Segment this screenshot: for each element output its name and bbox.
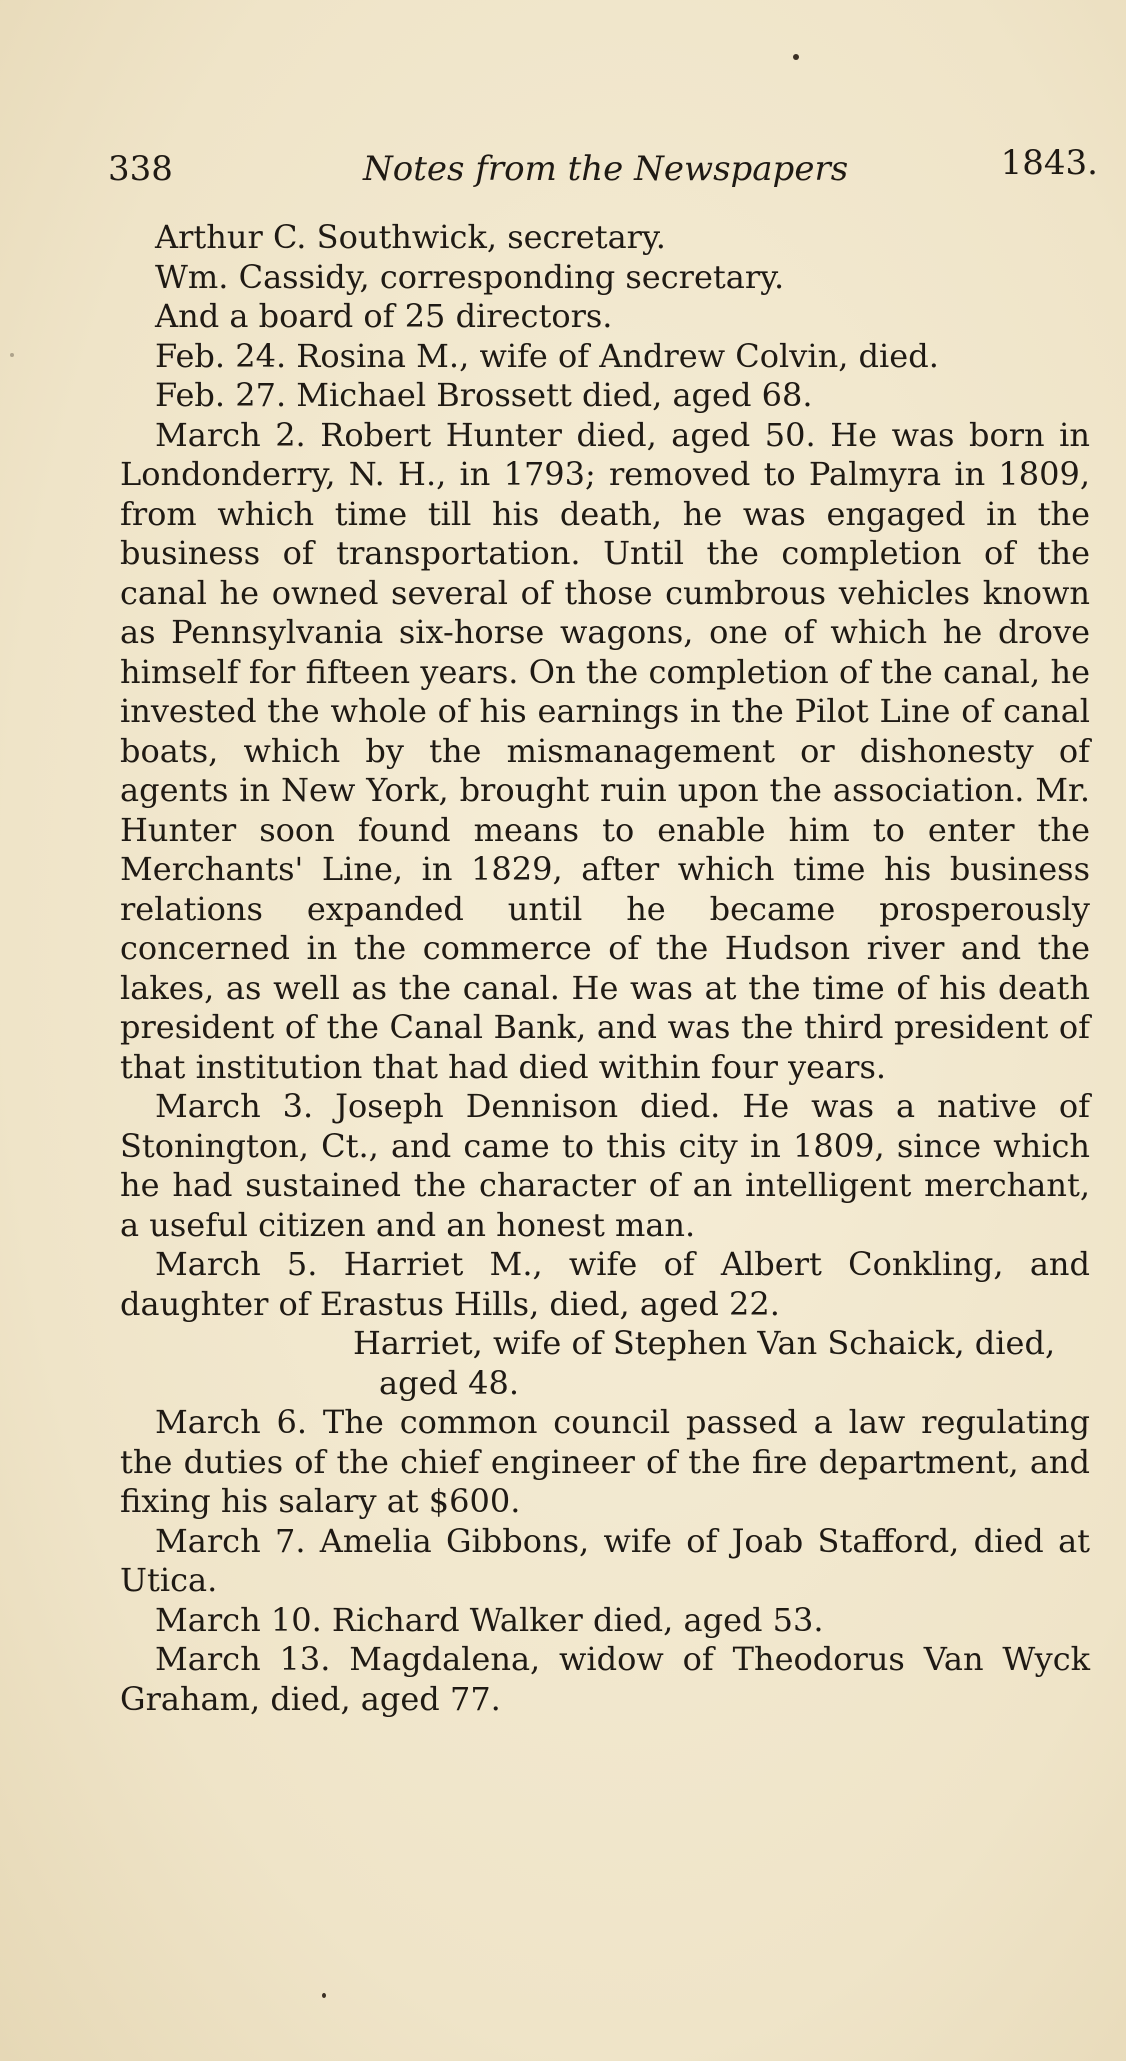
running-title: Notes from the Newspapers [363, 149, 849, 189]
page-body [120, 218, 1090, 1719]
entry-march-2: March 2. Robert Hunter died, aged 50. He was born in Londonderry, N. H., in 1793; removed to Palmyra in 1809, from which time till his death, he was engaged in the business of transportation. Until the completion of the canal he owned several of those cumbrous vehicles known as Pennsylvania six-horse wagons, one of which he drove himself for fifteen years. On the completion of the canal, he invested the whole of his earnings in the Pilot Line of canal boats, which by the mismanagement or dishonesty of agents in New York, brought ruin upon the association. Mr. Hunter soon found means to enable him to enter the Merchants' Line, in 1829, after which time his business relations expanded until he became prosperously concerned in the commerce of the Hudson river and the lakes, as well as the canal. He was at the time of his death president of the Canal Bank, and was the third president of that institution that had died within four years. [120, 415, 1090, 1086]
page-number: 338 [108, 149, 173, 189]
header-year: 1843. [1000, 143, 1098, 183]
entry-march-6: March 6. The common council passed a law regulating the duties of the chief engineer of the fire department, and fixing his salary at $600. [120, 1403, 1090, 1520]
entry-march-10: March 10. Richard Walker died, aged 53. [155, 1600, 824, 1639]
ink-speck [793, 54, 799, 60]
entry-secretary: Arthur C. Southwick, secretary. [155, 218, 666, 256]
entry-march-13: March 13. Magdalena, widow of Theodorus Van Wyck Graham, died, aged 77. [120, 1640, 1090, 1718]
ink-speck [322, 1993, 326, 1998]
entry-feb-24: Feb. 24. Rosina M., wife of Andrew Colvin, died. [155, 336, 939, 375]
entry-march-5-sub [120, 1324, 1090, 1403]
entry-march-7: March 7. Amelia Gibbons, wife of Joab Stafford, died at Utica. [120, 1521, 1090, 1599]
entry-feb-27: Feb. 27. Michael Brossett died, aged 68. [155, 376, 813, 414]
entry-march-5: March 5. Harriet M., wife of Albert Conkling, and daughter of Erastus Hills, died, aged 22. [120, 1245, 1090, 1323]
page-header [108, 143, 1108, 192]
ink-speck [10, 353, 14, 357]
entry-march-5-sub-line1: Harriet, wife of Stephen Van Schaick, died, [353, 1324, 1056, 1362]
entry-march-5-sub-line2: aged 48. [379, 1363, 520, 1402]
entry-march-3: March 3. Joseph Dennison died. He was a native of Stonington, Ct., and came to this city in 1809, since which he had sustained the character of an intelligent merchant, a useful citizen and an honest man. [120, 1087, 1090, 1244]
entry-corresponding-secretary: Wm. Cassidy, corresponding secretary. [155, 257, 785, 296]
entry-board-of-directors: And a board of 25 directors. [155, 297, 613, 335]
